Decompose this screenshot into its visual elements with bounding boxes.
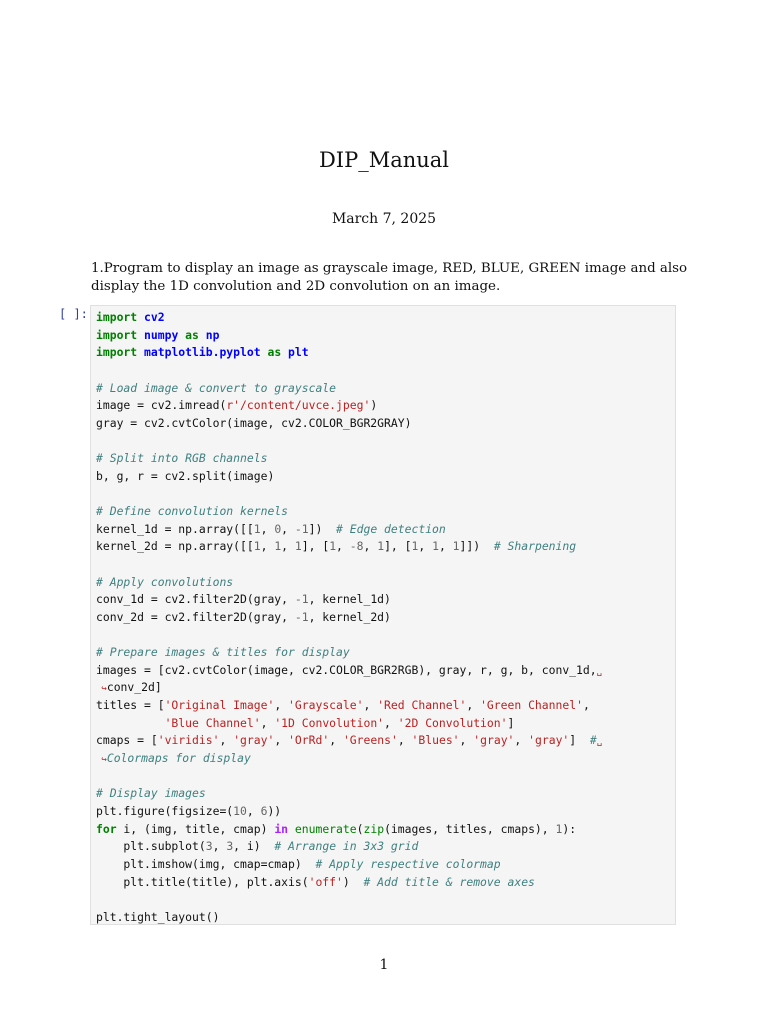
code-token: kernel_2d = np.array([[ [96,539,254,554]
code-token: ], [ [384,539,412,554]
code-line [96,344,602,362]
code-token: conv_1d = cv2.filter2D(gray, [96,592,295,607]
code-token: 1 [274,539,282,554]
code-token [137,345,144,359]
code-token: 1 [294,539,302,554]
code-token: , [363,539,378,554]
code-line [96,909,602,927]
code-block[interactable] [96,309,602,926]
code-token: ( [356,821,364,836]
code-token: ↪ [96,755,107,766]
code-line [96,485,602,503]
code-line [96,415,602,433]
code-token: plt.tight_layout() [96,909,220,924]
code-token: # Display images [96,786,206,801]
code-token: 1 [329,539,337,554]
code-token: , [384,715,398,730]
code-token: ): [562,821,577,836]
code-token: # Sharpening [493,539,577,554]
code-token: # Add title & remove axes [363,874,535,889]
code-line [96,715,602,733]
code-token: 1 [452,539,460,554]
code-token: ↪ [96,684,107,695]
code-token: )) [267,803,282,818]
code-token: # Apply respective colormap [315,856,501,871]
code-token: gray = cv2.cvtColor(image, cv2.COLOR_BGR2GRAY) [96,415,412,430]
code-token: ]) [308,521,337,536]
code-line [96,662,602,680]
code-token: 'Blue Channel' [164,715,261,730]
code-token [96,716,165,730]
document-date: March 7, 2025 [331,211,437,227]
code-token: 1 [432,539,439,554]
code-line [96,627,602,645]
code-token: , [363,698,378,713]
code-token: , [329,733,343,748]
code-token: matplotlib.pyplot [144,345,261,360]
code-token: # Edge detection [336,521,446,536]
code-token [199,328,206,342]
code-token: # Define convolution kernels [96,504,289,519]
code-token: conv_2d = cv2.filter2D(gray, [96,609,295,624]
code-token: 'gray' [233,733,275,748]
code-token: import [96,327,138,342]
code-token [288,822,295,836]
code-token: , kernel_1d) [308,592,391,607]
code-token: ], [ [301,539,330,554]
code-token: b, g, r = cv2.split(image) [96,468,275,483]
code-token: cv2 [144,310,165,324]
code-token: 6 [260,803,268,818]
code-line [96,521,602,539]
code-token: plt [288,345,309,360]
code-token: 1 [555,821,563,836]
code-token: '1D Convolution' [274,715,385,730]
code-line [96,750,602,768]
code-line [96,556,602,574]
code-token: , [274,698,289,713]
code-token: , kernel_2d) [308,609,391,624]
code-token: # Split into RGB channels [96,451,268,466]
code-token: # Prepare images & titles for display [96,645,350,660]
code-token: for [96,821,117,836]
code-token: -8 [349,539,364,554]
code-token: 'gray' [528,733,570,748]
code-token: ] [569,733,590,748]
code-token: , [281,539,295,554]
code-token: 1 [377,539,385,554]
code-token: conv_2d] [106,680,162,695]
code-line [96,327,602,345]
code-token: , [438,539,453,554]
code-line [96,838,602,856]
code-token: Colormaps for display [106,751,251,766]
code-line [96,768,602,786]
document-title: DIP_Manual [318,148,450,172]
code-token: (images, titles, cmaps), [384,821,556,836]
code-token: '2D Convolution' [397,715,508,730]
code-token: , [246,803,261,818]
code-token: ) [342,874,364,889]
code-line [96,891,602,909]
code-token: , [260,521,275,536]
code-token: 3 [226,839,234,854]
code-line [96,503,602,521]
code-line [96,309,602,327]
code-token: , i) [233,839,275,854]
cell-prompt: [ ]: [59,307,88,321]
code-token: ] [507,715,515,730]
code-token [137,328,144,342]
code-token: 3 [205,839,213,854]
code-token: , [219,733,234,748]
code-token: enumerate [294,821,357,836]
code-line [96,574,602,592]
code-line [96,874,602,892]
code-token: 0 [274,521,282,536]
code-line [96,856,602,874]
code-token: , [260,715,275,730]
code-line [96,785,602,803]
code-token: import [96,345,138,360]
code-token: # Apply convolutions [96,574,234,589]
code-line [96,362,602,380]
code-token: numpy [144,327,179,342]
code-token: ␣ [596,666,603,677]
code-token: , [260,539,275,554]
code-token [137,310,144,324]
code-token: 'Greens' [342,733,398,748]
code-token: as [185,327,199,342]
code-token: cmaps = [ [96,733,158,748]
code-token: , [336,539,350,554]
code-token: plt.imshow(img, cmap=cmap) [96,856,316,871]
code-token: 'Red Channel' [377,698,467,713]
code-token: titles = [ [96,698,165,713]
code-token: , [514,733,529,748]
code-token: plt.figure(figsize=( [96,803,234,818]
code-line [96,397,602,415]
code-cell[interactable] [90,305,676,925]
code-token: ]]) [459,539,494,554]
code-token: , [459,733,474,748]
code-token: -1 [294,609,309,624]
code-line [96,609,602,627]
code-token: import [96,310,138,324]
code-token: r'/content/uvce.jpeg' [226,398,371,413]
code-token: 'gray' [473,733,515,748]
code-token: 1 [253,539,261,554]
code-line [96,821,602,839]
intro-paragraph: 1.Program to display an image as grayscale image, RED, BLUE, GREEN image and also display the 1D convolution and 2D convolution on an image. [91,261,688,294]
code-token: image = cv2.imread( [96,398,227,413]
code-token: ) [370,398,378,413]
code-token: , [418,539,433,554]
code-token: 'Grayscale' [288,698,364,713]
code-line [96,644,602,662]
code-line [96,591,602,609]
code-token: 'Original Image' [164,698,275,713]
code-token: # Load image & convert to grayscale [96,380,337,395]
code-token: , [466,698,481,713]
code-token: 'off' [308,874,343,889]
code-token: , [582,698,590,713]
code-line [96,468,602,486]
code-token: 1 [411,539,419,554]
code-token: zip [363,821,385,836]
code-token: , [397,733,412,748]
code-token: 10 [233,803,247,818]
code-token: in [274,821,289,836]
code-line [96,380,602,398]
code-line [96,803,602,821]
code-token: plt.subplot( [96,839,206,854]
code-token: as [267,345,282,360]
code-token: 1 [253,521,261,536]
code-token: images = [cv2.cvtColor(image, cv2.COLOR_BGR2RGB), gray, r, g, b, conv_1d, [96,662,597,677]
code-token: 'Green Channel' [480,698,583,713]
code-token: , [274,733,289,748]
code-line [96,679,602,697]
code-line [96,450,602,468]
code-token: plt.title(title), plt.axis( [96,874,309,889]
code-token: 'Blues' [411,733,460,748]
code-line [96,432,602,450]
code-token: np [205,327,220,342]
code-token: # Arrange in 3x3 grid [274,839,419,854]
code-token: ␣ [596,737,603,748]
code-line [96,732,602,750]
code-line [96,697,602,715]
code-token: -1 [294,521,309,536]
code-token: , [281,521,295,536]
code-token: kernel_1d = np.array([[ [96,521,254,536]
code-token: -1 [294,592,309,607]
code-token: i, (img, title, cmap) [116,821,275,836]
code-line [96,538,602,556]
code-token: 'viridis' [157,733,220,748]
page-number: 1 [379,957,389,973]
code-token: # [589,733,597,748]
code-token: 'OrRd' [288,733,330,748]
code-token: , [212,839,227,854]
